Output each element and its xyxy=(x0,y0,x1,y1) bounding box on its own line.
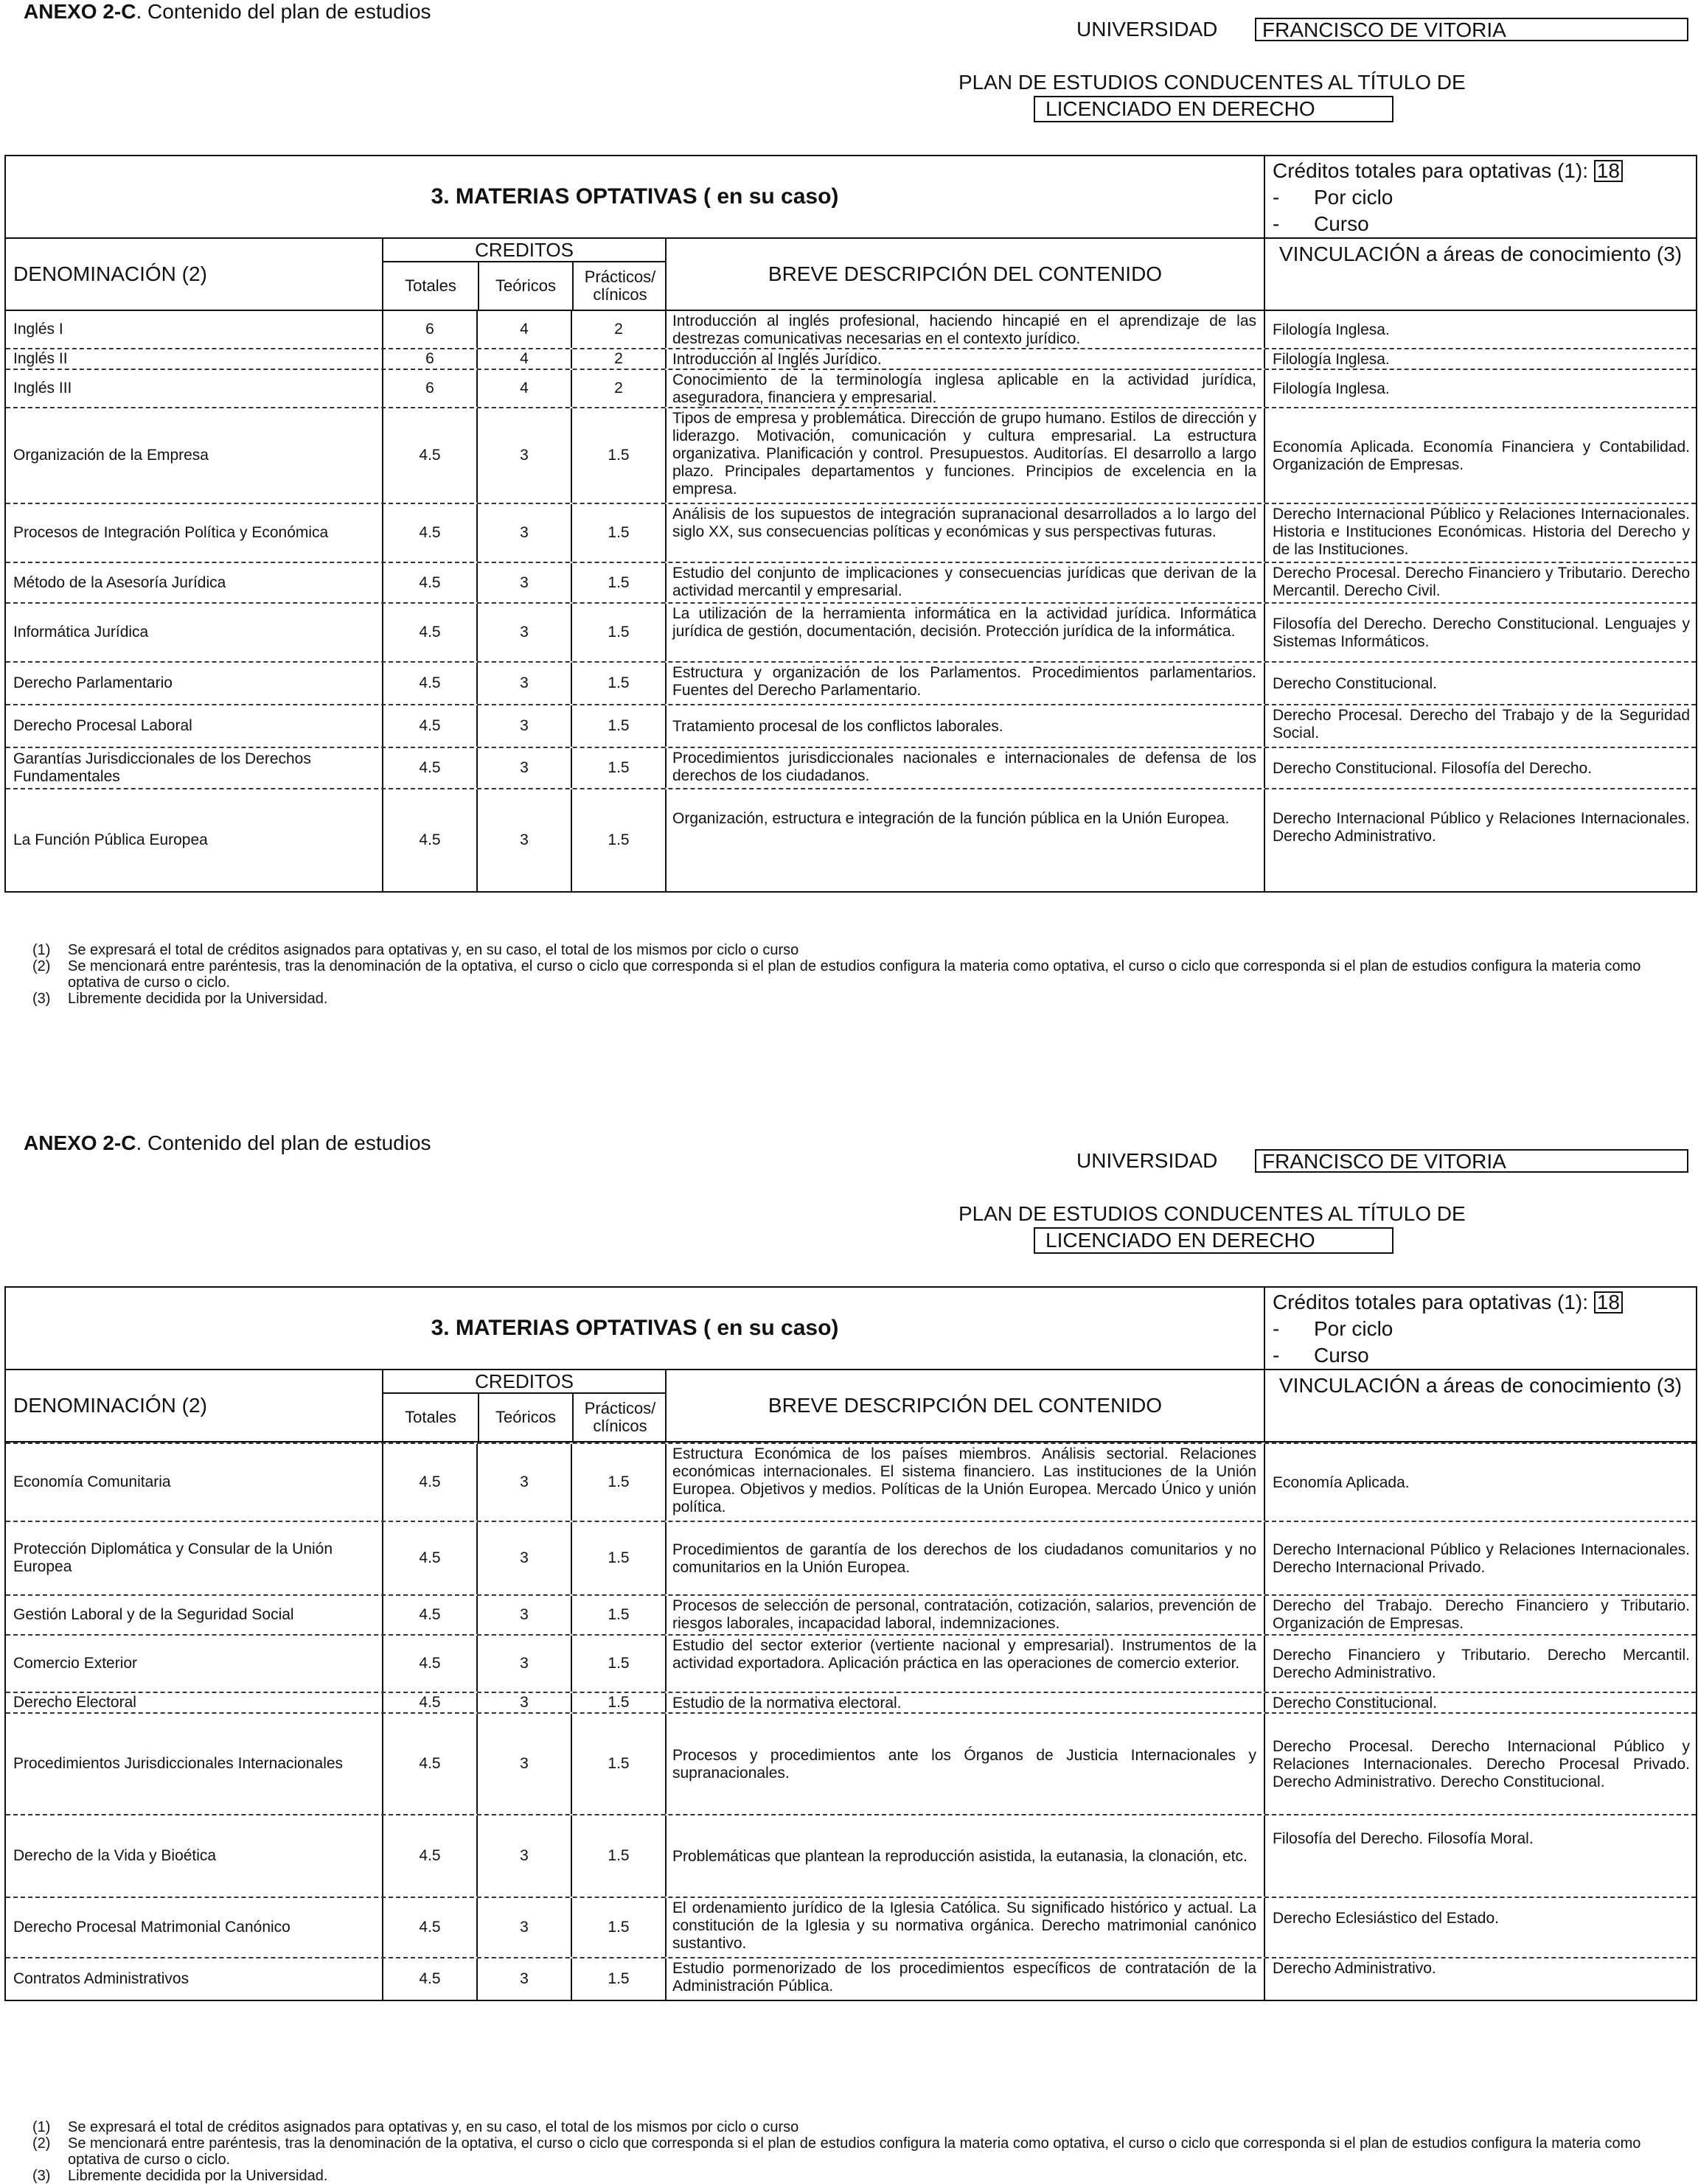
footnote: (3) Libremente decidida por la Universidad. xyxy=(32,2168,328,2184)
table-row xyxy=(6,1958,1696,2000)
row-totales: 6 xyxy=(382,349,476,369)
row-teoricos: 3 xyxy=(476,1444,571,1521)
row-vinculacion: Derecho Financiero y Tributario. Derecho Mercantil. Derecho Administrativo. xyxy=(1264,1636,1696,1692)
row-descripcion: Organización, estructura e integración de la función pública en la Unión Europea. xyxy=(665,789,1264,891)
row-vinculacion: Filosofía del Derecho. Filosofía Moral. xyxy=(1264,1815,1696,1897)
row-totales: 4.5 xyxy=(382,789,476,891)
row-descripcion: Tipos de empresa y problemática. Dirección de grupo humano. Estilos de dirección y liderazgo. Motivación, comunicación y cultura empresarial. La estructura organizativa. Planificación y control. Presupuestos. Auditorías. El desarrollo a largo plazo. Principales departamentos y funciones. Principios de excelencia en la empresa. xyxy=(665,408,1264,503)
table-row xyxy=(6,705,1696,748)
row-teoricos: 3 xyxy=(476,789,571,891)
row-teoricos: 3 xyxy=(476,563,571,602)
materias-title-row xyxy=(6,156,1696,239)
table-row xyxy=(6,1522,1696,1596)
row-denominacion: La Función Pública Europea xyxy=(13,831,208,848)
row-denominacion: Informática Jurídica xyxy=(13,624,149,641)
creditos-totales-label: Créditos totales para optativas (1): xyxy=(1273,159,1588,182)
row-totales: 4.5 xyxy=(382,504,476,562)
footnote: (2) Se mencionará entre paréntesis, tras la denominación de la optativa, el curso o ciclo que corresponda si el plan de estudios configura la materia como optativa, el curso o ciclo que corresponda si el plan de estudios configura la materia como optativa de curso o ciclo. xyxy=(32,958,1641,991)
table-body xyxy=(6,311,1696,891)
row-descripcion: Tratamiento procesal de los conflictos laborales. xyxy=(665,705,1264,747)
table-row xyxy=(6,604,1696,663)
row-descripcion: Estudio de la normativa electoral. xyxy=(665,1693,1264,1712)
header-practicos: Prácticos/ clínicos xyxy=(572,1394,667,1441)
header-descripcion: BREVE DESCRIPCIÓN DEL CONTENIDO xyxy=(665,1370,1264,1441)
row-descripcion: El ordenamiento jurídico de la Iglesia Católica. Su significado histórico y actual. La constitución de la Iglesia y su normativa orgánica. Derecho matrimonial canónico sustantivo. xyxy=(665,1898,1264,1957)
anexo-heading: ANEXO 2-C. Contenido del plan de estudios xyxy=(24,0,431,23)
header-totales: Totales xyxy=(405,276,456,295)
footnote: (2) Se mencionará entre paréntesis, tras la denominación de la optativa, el curso o ciclo que corresponda si el plan de estudios configura la materia como optativa, el curso o ciclo que corresponda si el plan de estudios configura la materia como optativa de curso o ciclo. xyxy=(32,2135,1641,2168)
table-row xyxy=(6,1596,1696,1636)
plan-label: PLAN DE ESTUDIOS CONDUCENTES AL TÍTULO DE xyxy=(958,71,1466,94)
row-denominacion: Método de la Asesoría Jurídica xyxy=(13,573,226,591)
row-practicos: 2 xyxy=(571,349,665,369)
row-practicos: 1.5 xyxy=(571,563,665,602)
row-practicos: 1.5 xyxy=(571,1636,665,1692)
plan-label: PLAN DE ESTUDIOS CONDUCENTES AL TÍTULO DE xyxy=(958,1202,1466,1225)
row-practicos: 1.5 xyxy=(571,504,665,562)
row-descripcion: Procesos de selección de personal, contratación, cotización, salarios, prevención de riesgos laborales, incapacidad laboral, indemnizaciones. xyxy=(665,1596,1264,1634)
row-totales: 4.5 xyxy=(382,748,476,788)
row-descripcion: Introducción al inglés profesional, haciendo hincapié en el aprendizaje de las destrezas comunicativas necesarias en el contexto jurídico. xyxy=(665,311,1264,348)
row-practicos: 2 xyxy=(571,311,665,348)
row-totales: 4.5 xyxy=(382,663,476,704)
row-descripcion: Análisis de los supuestos de integración supranacional desarrollados a lo largo del siglo XX, sus consecuencias políticas y económicas y sus perspectivas futuras. xyxy=(665,504,1264,562)
table-row xyxy=(6,311,1696,349)
row-practicos: 1.5 xyxy=(571,1693,665,1712)
row-descripcion: Conocimiento de la terminología inglesa aplicable en la actividad jurídica, aseguradora, financiera y empresarial. xyxy=(665,370,1264,407)
dash-marker: - xyxy=(1273,186,1280,209)
row-vinculacion: Filosofía del Derecho. Derecho Constitucional. Lenguajes y Sistemas Informáticos. xyxy=(1264,604,1696,661)
row-practicos: 1.5 xyxy=(571,1522,665,1594)
row-denominacion: Organización de la Empresa xyxy=(13,447,209,464)
table-row xyxy=(6,1636,1696,1693)
row-totales: 6 xyxy=(382,311,476,348)
row-descripcion: Problemáticas que plantean la reproducción asistida, la eutanasia, la clonación, etc. xyxy=(665,1815,1264,1897)
row-denominacion: Protección Diplomática y Consular de la Unión Europea xyxy=(13,1541,333,1575)
row-vinculacion: Economía Aplicada. xyxy=(1264,1444,1696,1521)
row-descripcion: Estudio pormenorizado de los procedimientos específicos de contratación de la Administración Pública. xyxy=(665,1958,1264,2000)
row-vinculacion: Derecho Procesal. Derecho Internacional Público y Relaciones Internacionales. Derecho Procesal Privado. Derecho Administrativo. Derecho Constitucional. xyxy=(1264,1714,1696,1814)
table-row xyxy=(6,563,1696,604)
universidad-value: FRANCISCO DE VITORIA xyxy=(1255,1149,1688,1173)
footnote: (1) Se expresará el total de créditos asignados para optativas y, en su caso, el total de los mismos por ciclo o curso xyxy=(32,942,799,958)
row-totales: 4.5 xyxy=(382,1898,476,1957)
footnotes xyxy=(32,2119,1684,2184)
row-practicos: 1.5 xyxy=(571,1898,665,1957)
table-row xyxy=(6,748,1696,789)
anexo-heading: ANEXO 2-C. Contenido del plan de estudios xyxy=(24,1131,431,1154)
table-row xyxy=(6,1693,1696,1714)
materias-title-row xyxy=(6,1288,1696,1370)
row-descripcion: Introducción al Inglés Jurídico. xyxy=(665,349,1264,369)
row-denominacion: Gestión Laboral y de la Seguridad Social xyxy=(13,1606,294,1623)
row-totales: 4.5 xyxy=(382,1596,476,1634)
row-practicos: 1.5 xyxy=(571,1714,665,1814)
row-descripcion: Estructura y organización de los Parlamentos. Procedimientos parlamentarios. Fuentes del Derecho Parlamentario. xyxy=(665,663,1264,704)
row-teoricos: 3 xyxy=(476,1958,571,2000)
titulo-value: LICENCIADO EN DERECHO xyxy=(1034,96,1393,122)
row-teoricos: 3 xyxy=(476,663,571,704)
row-vinculacion: Filología Inglesa. xyxy=(1264,311,1696,348)
por-ciclo-label: Por ciclo xyxy=(1314,186,1393,209)
row-vinculacion: Derecho Internacional Público y Relaciones Internacionales. Derecho Administrativo. xyxy=(1264,789,1696,891)
creditos-totales-value: 18 xyxy=(1594,1291,1623,1313)
dash-marker: - xyxy=(1273,1317,1280,1340)
table-header xyxy=(6,1370,1696,1442)
row-descripcion: Procesos y procedimientos ante los Órganos de Justicia Internacionales y supranacionales. xyxy=(665,1714,1264,1814)
row-vinculacion: Derecho Internacional Público y Relaciones Internacionales. Derecho Internacional Privado. xyxy=(1264,1522,1696,1594)
table-row xyxy=(6,1714,1696,1815)
por-ciclo-label: Por ciclo xyxy=(1314,1317,1393,1340)
table-header xyxy=(6,239,1696,311)
row-descripcion: Estudio del conjunto de implicaciones y consecuencias jurídicas que derivan de la actividad mercantil y empresarial. xyxy=(665,563,1264,602)
header-vinculacion: VINCULACIÓN a áreas de conocimiento (3) xyxy=(1264,1370,1696,1441)
titulo-value: LICENCIADO EN DERECHO xyxy=(1034,1227,1393,1254)
row-denominacion: Inglés I xyxy=(13,321,63,338)
row-denominacion: Inglés II xyxy=(13,350,68,367)
header-denominacion: DENOMINACIÓN (2) xyxy=(13,262,207,285)
row-practicos: 1.5 xyxy=(571,705,665,747)
row-denominacion: Contratos Administrativos xyxy=(13,1970,189,1987)
row-teoricos: 3 xyxy=(476,604,571,661)
row-vinculacion: Derecho Procesal. Derecho del Trabajo y de la Seguridad Social. xyxy=(1264,705,1696,747)
row-vinculacion: Derecho Procesal. Derecho Financiero y Tributario. Derecho Mercantil. Derecho Civil. xyxy=(1264,563,1696,602)
dash-marker: - xyxy=(1273,212,1280,235)
row-denominacion: Derecho Procesal Matrimonial Canónico xyxy=(13,1919,290,1936)
universidad-value: FRANCISCO DE VITORIA xyxy=(1255,18,1688,41)
header-creditos-group xyxy=(382,239,665,310)
table-row xyxy=(6,408,1696,504)
row-teoricos: 4 xyxy=(476,311,571,348)
row-vinculacion: Filología Inglesa. xyxy=(1264,370,1696,407)
row-vinculacion: Derecho Constitucional. Filosofía del Derecho. xyxy=(1264,748,1696,788)
footnote: (3) Libremente decidida por la Universidad. xyxy=(32,991,328,1007)
materias-table xyxy=(4,155,1697,893)
table-row xyxy=(6,349,1696,370)
row-teoricos: 3 xyxy=(476,748,571,788)
materias-title: 3. MATERIAS OPTATIVAS ( en su caso) xyxy=(431,1316,839,1340)
dash-marker: - xyxy=(1273,1344,1280,1367)
row-teoricos: 3 xyxy=(476,1898,571,1957)
row-teoricos: 4 xyxy=(476,370,571,407)
row-vinculacion: Derecho Constitucional. xyxy=(1264,1693,1696,1712)
table-body xyxy=(6,1442,1696,2000)
table-row xyxy=(6,789,1696,891)
table-row xyxy=(6,663,1696,705)
curso-label: Curso xyxy=(1314,1344,1369,1367)
row-teoricos: 3 xyxy=(476,1815,571,1897)
row-totales: 4.5 xyxy=(382,1522,476,1594)
header-totales: Totales xyxy=(405,1408,456,1426)
row-totales: 4.5 xyxy=(382,1815,476,1897)
row-practicos: 1.5 xyxy=(571,1596,665,1634)
row-totales: 4.5 xyxy=(382,1444,476,1521)
footnote: (1) Se expresará el total de créditos asignados para optativas y, en su caso, el total de los mismos por ciclo o curso xyxy=(32,2119,799,2135)
row-totales: 4.5 xyxy=(382,1636,476,1692)
creditos-totales-value: 18 xyxy=(1594,160,1623,182)
row-denominacion: Derecho Electoral xyxy=(13,1694,136,1711)
row-teoricos: 3 xyxy=(476,1636,571,1692)
footnotes xyxy=(32,942,1684,1007)
row-practicos: 1.5 xyxy=(571,789,665,891)
row-practicos: 1.5 xyxy=(571,604,665,661)
row-teoricos: 3 xyxy=(476,1596,571,1634)
row-teoricos: 3 xyxy=(476,1693,571,1712)
table-row xyxy=(6,1442,1696,1522)
materias-table xyxy=(4,1286,1697,2001)
row-vinculacion: Derecho Administrativo. xyxy=(1264,1958,1696,2000)
row-teoricos: 3 xyxy=(476,408,571,503)
row-descripcion: Procedimientos jurisdiccionales nacionales e internacionales de defensa de los derechos de los ciudadanos. xyxy=(665,748,1264,788)
row-totales: 4.5 xyxy=(382,604,476,661)
table-row xyxy=(6,1898,1696,1958)
row-practicos: 1.5 xyxy=(571,1958,665,2000)
row-teoricos: 3 xyxy=(476,504,571,562)
row-practicos: 1.5 xyxy=(571,1815,665,1897)
table-row xyxy=(6,1815,1696,1898)
row-practicos: 1.5 xyxy=(571,748,665,788)
row-denominacion: Derecho Parlamentario xyxy=(13,674,173,691)
row-descripcion: Estructura Económica de los países miembros. Análisis sectorial. Relaciones económicas internacionales. El sistema financiero. Las instituciones de la Unión Europea. Objetivos y medios. Políticas de la Unión Europea. Mercado Único y unión política. xyxy=(665,1444,1264,1521)
row-teoricos: 3 xyxy=(476,1522,571,1594)
header-vinculacion: VINCULACIÓN a áreas de conocimiento (3) xyxy=(1264,239,1696,310)
row-denominacion: Garantías Jurisdiccionales de los Derechos Fundamentales xyxy=(13,750,311,785)
row-teoricos: 3 xyxy=(476,1714,571,1814)
materias-title: 3. MATERIAS OPTATIVAS ( en su caso) xyxy=(431,184,839,209)
row-denominacion: Inglés III xyxy=(13,380,72,397)
row-practicos: 1.5 xyxy=(571,408,665,503)
creditos-totales-label: Créditos totales para optativas (1): xyxy=(1273,1291,1588,1313)
row-teoricos: 4 xyxy=(476,349,571,369)
row-denominacion: Economía Comunitaria xyxy=(13,1473,171,1490)
header-creditos: CREDITOS xyxy=(383,239,665,262)
row-totales: 4.5 xyxy=(382,1693,476,1712)
header-descripcion: BREVE DESCRIPCIÓN DEL CONTENIDO xyxy=(665,239,1264,310)
row-denominacion: Procesos de Integración Política y Económica xyxy=(13,524,329,541)
table-row xyxy=(6,504,1696,563)
curso-label: Curso xyxy=(1314,212,1369,235)
row-practicos: 1.5 xyxy=(571,1444,665,1521)
universidad-label: UNIVERSIDAD xyxy=(1076,18,1218,41)
row-practicos: 2 xyxy=(571,370,665,407)
row-denominacion: Derecho de la Vida y Bioética xyxy=(13,1847,217,1864)
row-vinculacion: Derecho Eclesiástico del Estado. xyxy=(1264,1898,1696,1957)
row-denominacion: Derecho Procesal Laboral xyxy=(13,717,192,734)
row-descripcion: Estudio del sector exterior (vertiente nacional y empresarial). Instrumentos de la actividad exportadora. Aplicación práctica en las operaciones de comercio exterior. xyxy=(665,1636,1264,1692)
row-vinculacion: Derecho Constitucional. xyxy=(1264,663,1696,704)
row-totales: 4.5 xyxy=(382,705,476,747)
table-row xyxy=(6,370,1696,408)
row-vinculacion: Filología Inglesa. xyxy=(1264,349,1696,369)
row-vinculacion: Derecho del Trabajo. Derecho Financiero y Tributario. Organización de Empresas. xyxy=(1264,1596,1696,1634)
row-vinculacion: Derecho Internacional Público y Relaciones Internacionales. Historia e Instituciones Económicas. Historia del Derecho y de las Instituciones. xyxy=(1264,504,1696,562)
creditos-totales-box xyxy=(1264,1288,1696,1369)
row-denominacion: Comercio Exterior xyxy=(13,1655,138,1672)
header-denominacion: DENOMINACIÓN (2) xyxy=(13,1394,207,1417)
universidad-label: UNIVERSIDAD xyxy=(1076,1149,1218,1172)
header-practicos: Prácticos/ clínicos xyxy=(572,262,667,310)
row-totales: 4.5 xyxy=(382,1958,476,2000)
header-creditos-group xyxy=(382,1370,665,1441)
row-teoricos: 3 xyxy=(476,705,571,747)
header-teoricos: Teóricos xyxy=(478,1394,572,1441)
row-totales: 4.5 xyxy=(382,408,476,503)
row-totales: 6 xyxy=(382,370,476,407)
header-creditos: CREDITOS xyxy=(383,1370,665,1394)
row-totales: 4.5 xyxy=(382,563,476,602)
header-teoricos: Teóricos xyxy=(478,262,572,310)
row-practicos: 1.5 xyxy=(571,663,665,704)
row-totales: 4.5 xyxy=(382,1714,476,1814)
creditos-totales-box xyxy=(1264,156,1696,237)
row-descripcion: Procedimientos de garantía de los derechos de los ciudadanos comunitarios y no comunitarios en la Unión Europea. xyxy=(665,1522,1264,1594)
row-descripcion: La utilización de la herramienta informática en la actividad jurídica. Informática jurídica de gestión, documentación, decisión. Protección jurídica de la informática. xyxy=(665,604,1264,661)
row-vinculacion: Economía Aplicada. Economía Financiera y Contabilidad. Organización de Empresas. xyxy=(1264,408,1696,503)
row-denominacion: Procedimientos Jurisdiccionales Internacionales xyxy=(13,1755,344,1772)
